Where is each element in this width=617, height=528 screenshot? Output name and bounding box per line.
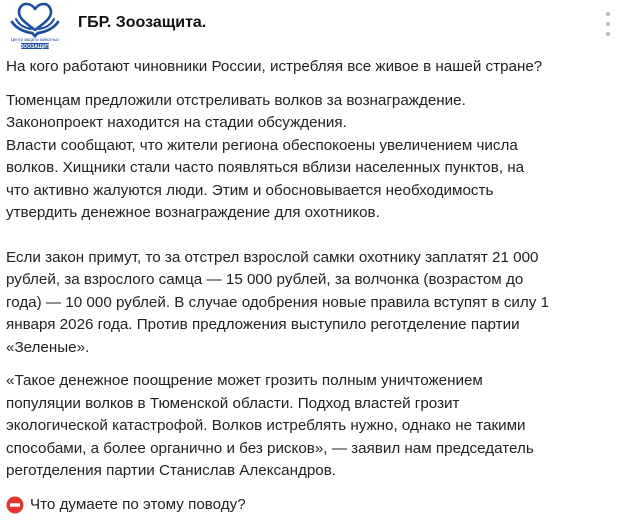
question-text: Что думаете по этому поводу? [30, 495, 246, 513]
post-line: волков. Хищники стали часто появляться вблизи населенных пунктов, на [6, 159, 525, 176]
channel-avatar[interactable] [6, 0, 64, 50]
post-line: «Такое денежное поощрение может грозить полным уничтожением [6, 372, 483, 389]
vertical-dots-icon [606, 12, 610, 16]
post-line: экологической катастрофой. Волков истреблять нужно, однако не такими [6, 417, 526, 434]
dot [606, 22, 610, 26]
post-line: Если закон примут, то за отстрел взрослой самки охотнику заплатят 21 000 [6, 248, 539, 266]
post-body [6, 56, 612, 516]
post-line: утвердить денежное вознаграждение для охотников. [6, 204, 380, 221]
post-line: января 2026 года. Против предложения выступило реготделение партии [6, 316, 520, 333]
post-line: способами, а более органично и без рисков», — заявил нам председатель [6, 439, 534, 457]
post-line: Тюменцам предложили отстреливать волков за вознаграждение. [6, 91, 466, 109]
avatar-text-bottom: ЗООЗАЩИТ [20, 43, 50, 50]
post-line: что активно жалуются люди. Этим и обосновывается необходимость [6, 181, 494, 199]
red-stop-circle-icon [6, 496, 24, 514]
post-line: «Зеленые». [6, 338, 90, 356]
post-title-line: На кого работают чиновники России, истребляя все живое в нашей стране? [6, 58, 543, 75]
post-line: Власти сообщают, что жители региона обеспокоены увеличением числа [6, 136, 518, 154]
post-paragraph-2 [6, 247, 612, 360]
post-header [0, 0, 617, 52]
post-line: рублей, за взрослого самца — 15 000 рублей, за волчонка (возрастом до [6, 271, 524, 288]
dot [606, 32, 610, 36]
post-question [6, 494, 612, 517]
post-line: популяции волков в Тюменской области. Подход властей грозит [6, 394, 460, 412]
avatar-text-top: Центр защиты животных [10, 37, 60, 42]
heart-hands-logo-icon [6, 0, 64, 50]
channel-name[interactable]: ГБР. Зоозащита. [78, 14, 207, 31]
post-paragraph-3 [6, 370, 612, 483]
more-options-button[interactable] [603, 12, 613, 36]
post-line: года) — 10 000 рублей. В случае одобрения новые правила вступят в силу 1 [6, 293, 550, 311]
post-line: реготделения партии Станислав Александров. [6, 462, 337, 479]
post-line: Законопроект находится на стадии обсуждения. [6, 114, 347, 131]
